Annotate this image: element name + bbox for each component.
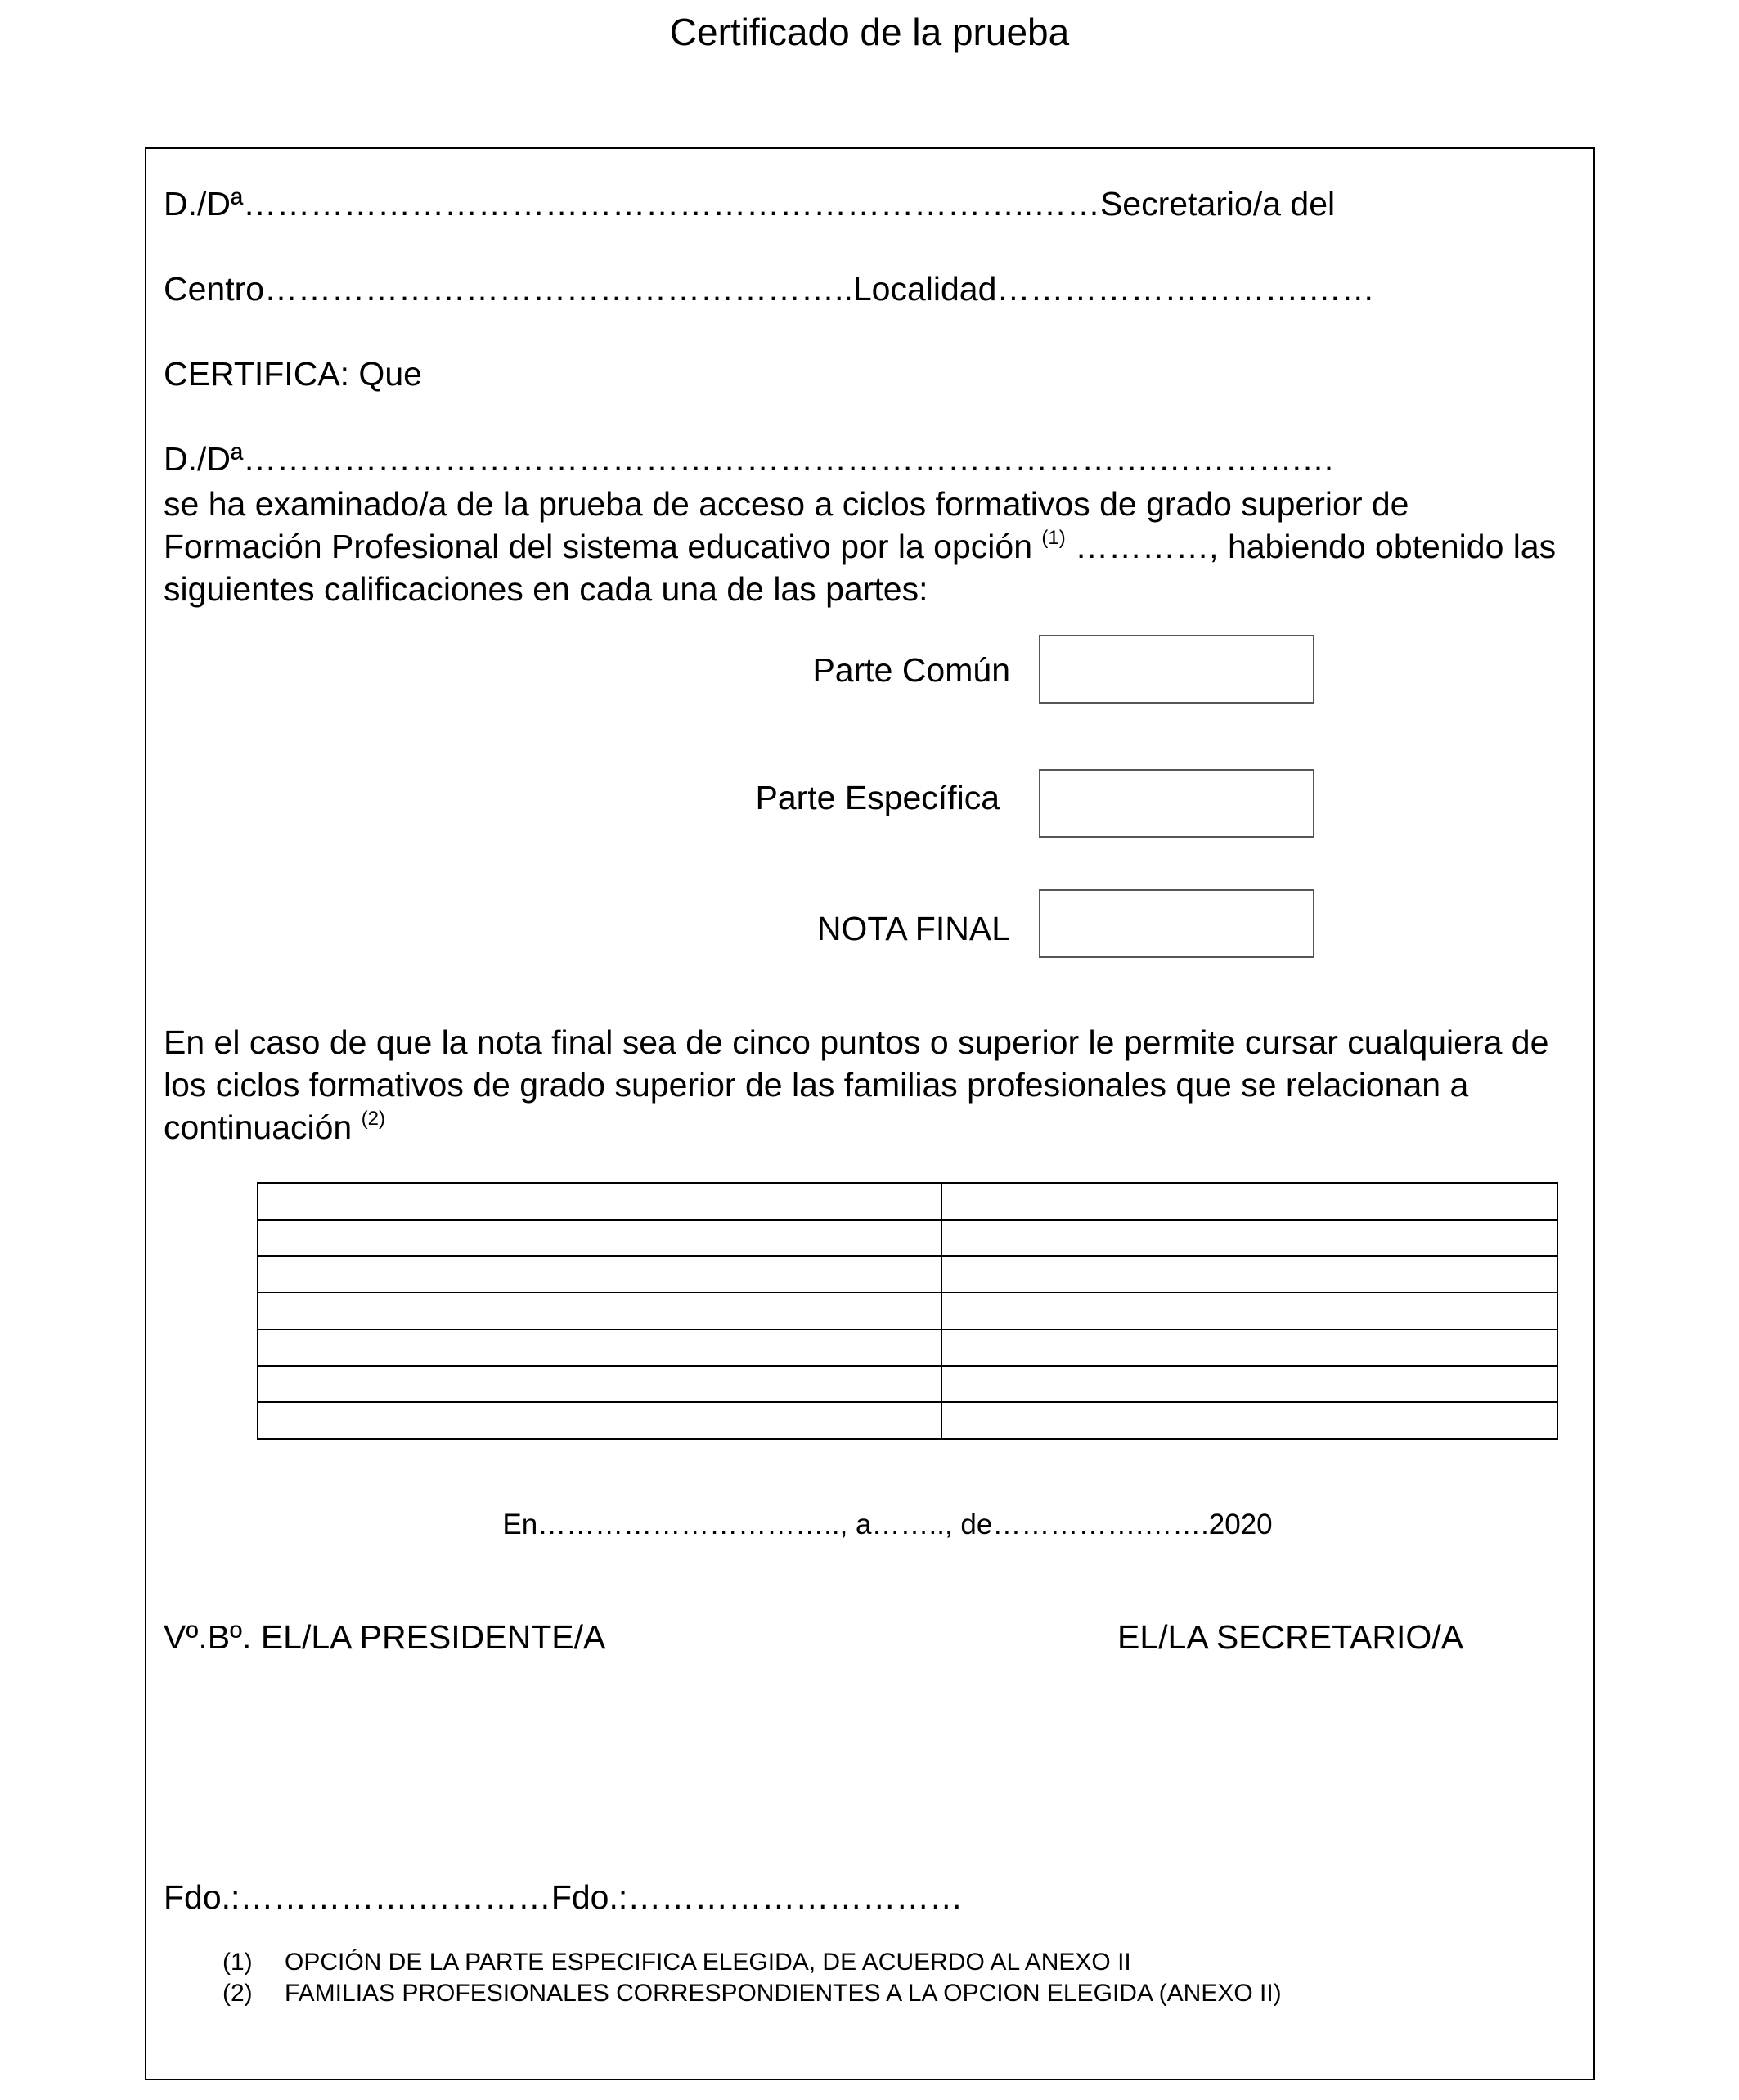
table-cell[interactable] <box>941 1293 1557 1329</box>
footnote-item <box>222 1978 1282 2009</box>
table-cell[interactable] <box>258 1329 941 1366</box>
grade-box-common[interactable] <box>1039 635 1314 704</box>
footnote-item <box>222 1947 1282 1978</box>
document-title: Certificado de la prueba <box>669 11 1070 53</box>
center-locality-line: Centro……………………………………………..Localidad……………………….…… <box>164 270 1375 308</box>
footnotes <box>222 1947 1282 2009</box>
grade-label-common: Parte Común <box>812 651 1010 689</box>
table-row <box>258 1256 1557 1293</box>
professional-families-table <box>257 1182 1558 1440</box>
table-cell[interactable] <box>258 1293 941 1329</box>
certifies-line: CERTIFICA: Que <box>164 355 422 393</box>
table-row <box>258 1183 1557 1220</box>
footnote-text: OPCIÓN DE LA PARTE ESPECIFICA ELEGIDA, DE ACUERDO AL ANEXO II <box>285 1949 1131 1976</box>
grade-box-final[interactable] <box>1039 889 1314 958</box>
table-cell[interactable] <box>941 1256 1557 1293</box>
secretary-line: D./Dª……………………………………………………………..……Secretario/a del <box>164 185 1336 223</box>
table-cell[interactable] <box>258 1402 941 1439</box>
families-paragraph <box>164 1021 1570 1149</box>
table-row <box>258 1220 1557 1257</box>
place-date-line: En………………………….., a…….., de…………….…….2020 <box>502 1509 1273 1540</box>
exam-text-part1: se ha examinado/a de la prueba de acceso a ciclos formativos de grado superior de Formación Profesional del sistema educativo por la opción <box>164 485 1409 565</box>
table-row <box>258 1402 1557 1439</box>
table-cell[interactable] <box>258 1366 941 1403</box>
table-cell[interactable] <box>941 1220 1557 1257</box>
table-cell[interactable] <box>258 1183 941 1220</box>
table-cell[interactable] <box>941 1402 1557 1439</box>
table-cell[interactable] <box>941 1183 1557 1220</box>
grade-label-final: NOTA FINAL <box>816 910 1010 947</box>
table-row <box>258 1293 1557 1329</box>
secretary-signature-label: EL/LA SECRETARIO/A <box>1117 1618 1464 1656</box>
student-name-line: D./Dª……………………………………………………………………….………….… <box>164 440 1335 478</box>
exam-paragraph <box>164 483 1570 610</box>
table-row <box>258 1329 1557 1366</box>
president-signature-label: Vº.Bº. EL/LA PRESIDENTE/A <box>164 1618 606 1656</box>
footnote-ref-1: (1) <box>1041 527 1066 549</box>
table-cell[interactable] <box>941 1366 1557 1403</box>
exam-text-part2: …………, habiendo obtenido las siguientes calificaciones en cada una de las partes: <box>164 528 1557 608</box>
table-cell[interactable] <box>258 1256 941 1293</box>
signature-lines: Fdo.:…………….…………Fdo.:………………………… <box>164 1878 964 1916</box>
footnote-text: FAMILIAS PROFESIONALES CORRESPONDIENTES A LA OPCION ELEGIDA (ANEXO II) <box>285 1980 1282 2007</box>
footnote-number: (2) <box>222 1980 253 2007</box>
footnote-ref-2: (2) <box>361 1108 385 1130</box>
table-cell[interactable] <box>941 1329 1557 1366</box>
grade-box-specific[interactable] <box>1039 769 1314 838</box>
families-text: En el caso de que la nota final sea de cinco puntos o superior le permite cursar cualquiera de los ciclos formativos de grado superior de las familias profesionales que se relacionan a continuación <box>164 1023 1549 1146</box>
table-row <box>258 1366 1557 1403</box>
table-cell[interactable] <box>258 1220 941 1257</box>
grade-label-specific: Parte Específica <box>755 779 1000 816</box>
footnote-number: (1) <box>222 1949 253 1976</box>
